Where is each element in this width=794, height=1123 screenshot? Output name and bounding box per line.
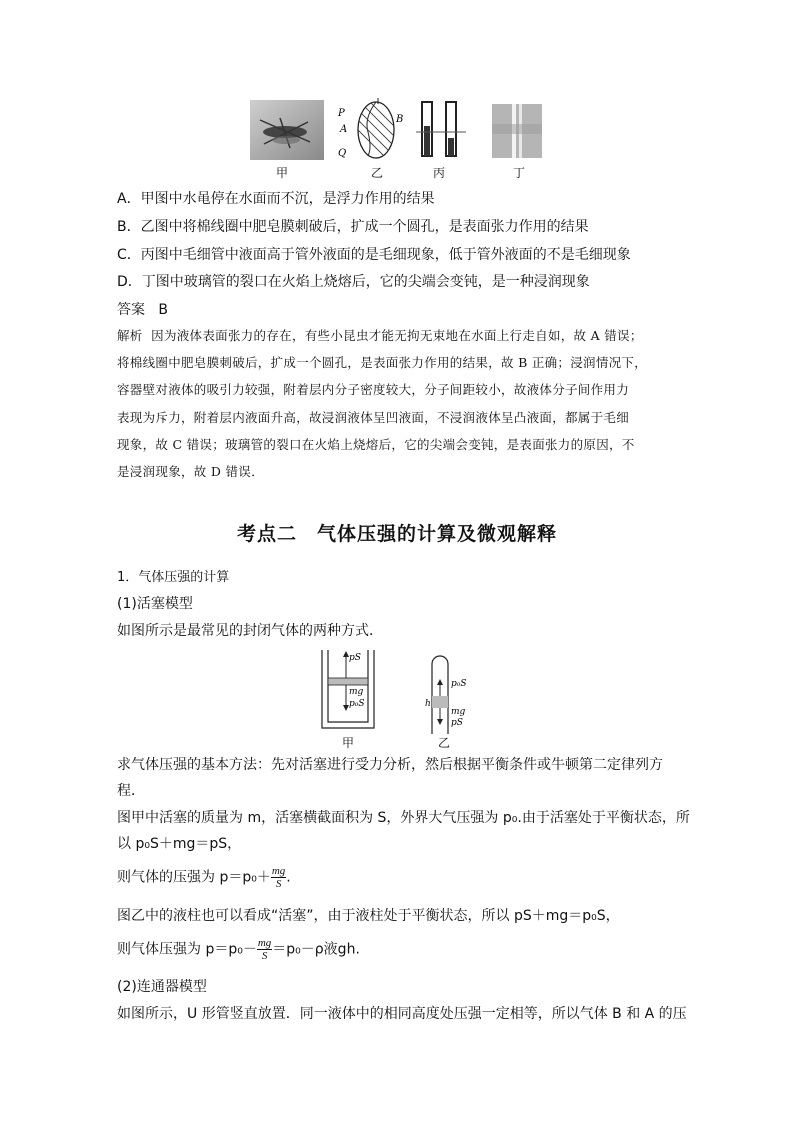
jia-line-2: 以 p₀S＋mg＝pS，	[117, 836, 242, 852]
option-b: B．乙图中将棉线圈中肥皂膜刺破后，扩成一个圆孔，是表面张力作用的结果	[117, 219, 589, 235]
option-d: D．丁图中玻璃管的裂口在火焰上烧熔后，它的尖端会变钝，是一种浸润现象	[117, 274, 590, 290]
last-line: 如图所示，U 形管竖直放置．同一液体中的相同高度处压强一定相等，所以气体 B 和 A 的压	[117, 1006, 687, 1022]
svg-text:pS: pS	[451, 718, 463, 728]
analysis-line-5: 现象，故 C 错误；玻璃管的裂口在火焰上烧熔后，它的尖端会变钝，是表面张力的原因，不	[117, 437, 635, 452]
caption-yi: 乙	[371, 166, 384, 180]
svg-text:mg: mg	[349, 687, 364, 697]
intro-text: 如图所示是最常见的封闭气体的两种方式．	[117, 623, 383, 639]
svg-text:P: P	[338, 108, 345, 119]
capillary-tubes-diagram	[416, 102, 466, 158]
analysis-line-2: 将棉线圈中肥皂膜刺破后，扩成一个圆孔，是表面张力作用的结果，故 B 正确；浸润情况下，	[117, 355, 648, 370]
svg-text:p₀S: p₀S	[451, 679, 467, 689]
caption-ding: 丁	[513, 166, 526, 180]
answer-value: B	[158, 302, 168, 318]
yi-line: 图乙中的液柱也可以看成“活塞”，由于液柱处于平衡状态，所以 pS＋mg＝p₀S，	[117, 908, 620, 924]
caption-yi-2: 乙	[438, 736, 451, 750]
analysis-line-3: 容器壁对液体的吸引力较强，附着层内分子密度较大，分子间距较小，故液体分子间作用力	[117, 382, 630, 397]
answer-label: 答案	[117, 302, 145, 318]
figure-top	[248, 98, 548, 183]
svg-text:p₀S: p₀S	[349, 699, 365, 709]
jia-line-1: 图甲中活塞的质量为 m，活塞横截面积为 S，外界大气压强为 p₀.由于活塞处于平衡状态，所	[117, 810, 690, 826]
glass-tube-photo	[492, 104, 542, 158]
analysis-line-1: 解析 因为液体表面张力的存在，有些小昆虫才能无拘无束地在水面上行走自如，故 A 错误；	[117, 328, 643, 343]
method-line-1: 求气体压强的基本方法：先对活塞进行受力分析，然后根据平衡条件或牛顿第二定律列方	[117, 757, 663, 773]
method-line-2: 程．	[117, 783, 145, 799]
water-strider-photo	[250, 100, 324, 160]
subheading-1: 1．气体压强的计算	[117, 570, 230, 585]
fraction-mg-over-s-2: $\frac{mg}{S}$	[257, 937, 272, 962]
option-a: A．甲图中水黾停在水面而不沉，是浮力作用的结果	[117, 191, 435, 207]
answer	[117, 300, 168, 320]
subheading-connected-vessel: (2)连通器模型	[117, 979, 207, 995]
liquid-column-tube-diagram	[426, 656, 486, 736]
analysis-line-6: 是浸润现象，故 D 错误．	[117, 464, 264, 479]
analysis-label: 解析	[117, 328, 143, 343]
fraction-mg-over-s: $\frac{mg}{S}$	[271, 865, 286, 890]
subheading-piston-model: (1)活塞模型	[117, 596, 193, 612]
yi-result: 则气体压强为 p＝p₀－ $\frac{mg}{S}$ ＝p₀－ρ液gh.	[117, 937, 360, 962]
jia-result: 则气体的压强为 p＝p₀＋ $\frac{mg}{S}$ .	[117, 865, 291, 890]
option-c: C．丙图中毛细管中液面高于管外液面的是毛细现象，低于管外液面的不是毛细现象	[117, 247, 631, 263]
svg-text:h: h	[425, 699, 431, 709]
svg-text:A: A	[340, 124, 348, 135]
caption-bing: 丙	[433, 166, 446, 180]
caption-jia-2: 甲	[342, 736, 355, 750]
soap-film-loop-diagram	[336, 98, 406, 162]
caption-jia: 甲	[276, 166, 289, 180]
analysis-line-4: 表现为斥力，附着层内液面升高，故浸润液体呈凹液面，不浸润液体呈凸液面，都属于毛细	[117, 410, 630, 425]
piston-cylinder-diagram	[318, 648, 378, 732]
section-title: 考点二 气体压强的计算及微观解释	[236, 523, 557, 545]
svg-text:Q: Q	[338, 148, 347, 159]
svg-text:B: B	[396, 114, 404, 125]
figure-piston	[318, 648, 488, 748]
svg-text:pS: pS	[349, 653, 361, 663]
svg-text:mg: mg	[451, 707, 466, 717]
